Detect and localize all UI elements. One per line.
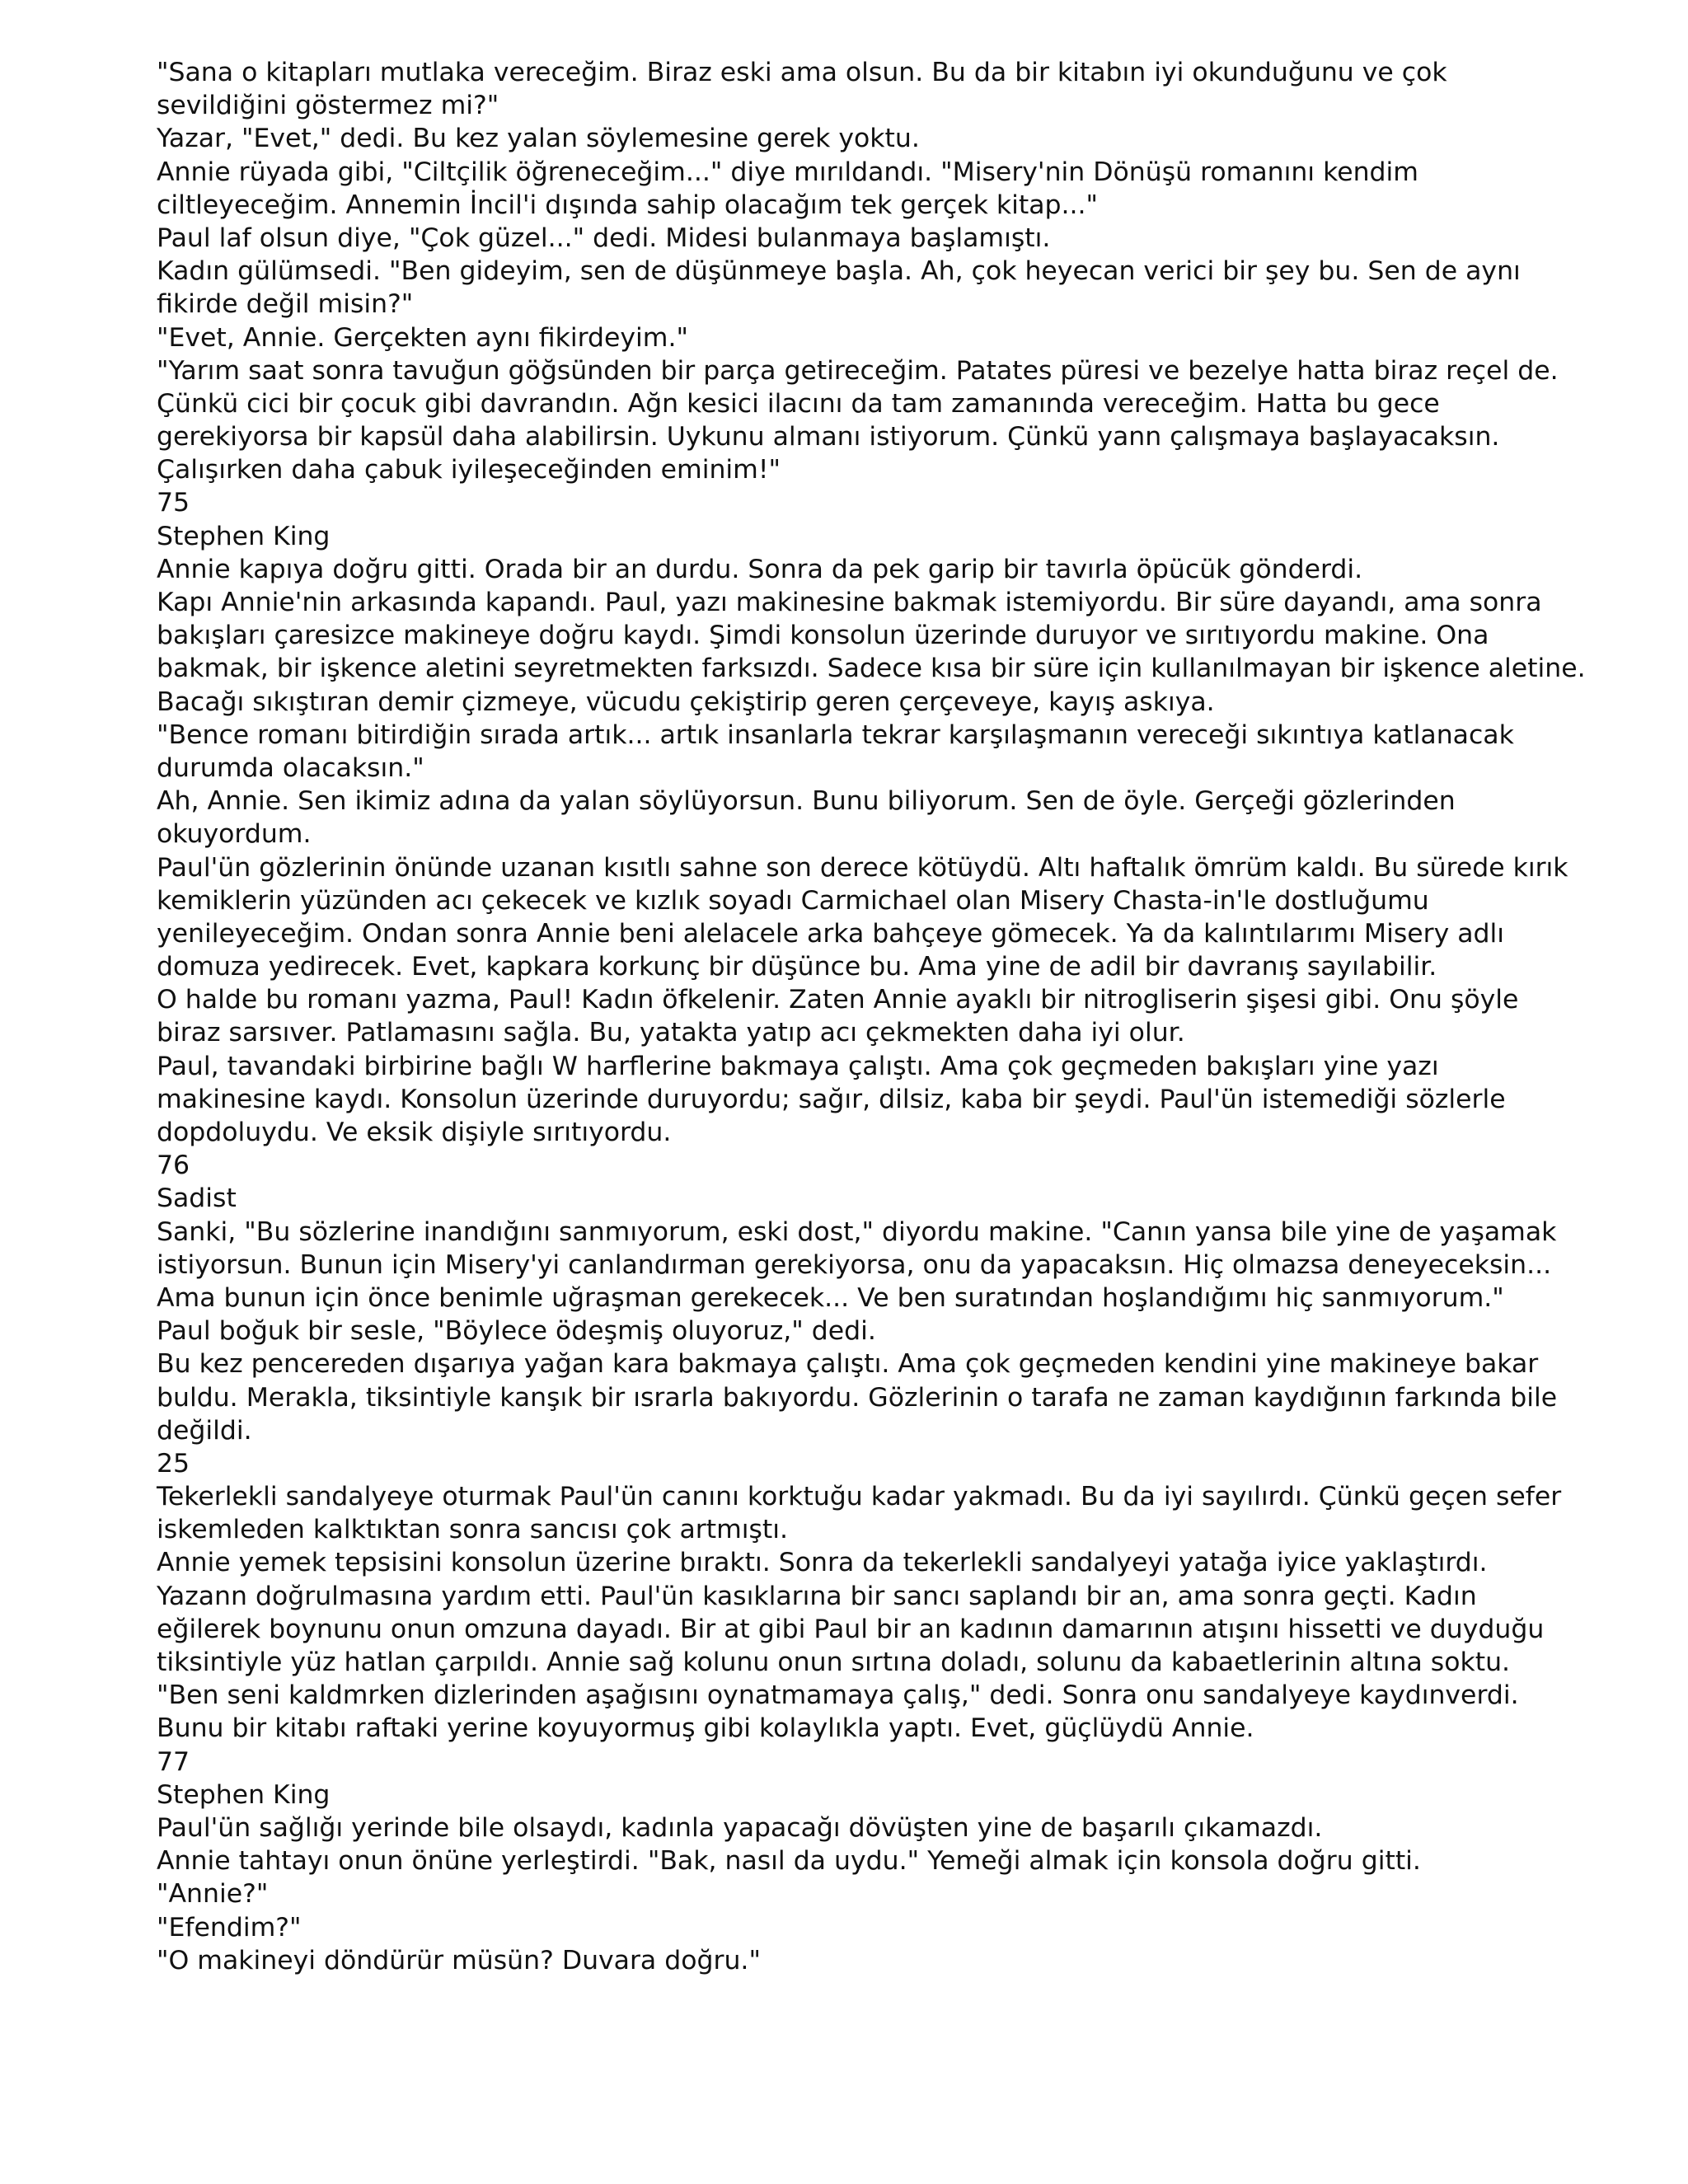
text-line: iskemleden kalktıktan sonra sancısı çok artmıştı. [157, 1515, 789, 1545]
text-line: Paul'ün sağlığı yerinde bile olsaydı, kadınla yapacağı dövüşten yine de başarılı çıkamazdı. [157, 1812, 1323, 1843]
text-line: gerekiyorsa bir kapsül daha alabilirsin. Uykunu almanı istiyorum. Çünkü yann çalışmaya başlayacaksın. [157, 422, 1500, 452]
text-line: "Annie?" [157, 1879, 269, 1910]
text-line: Yazann doğrulmasına yardım etti. Paul'ün kasıklarına bir sancı saplandı bir an, ama sonra geçti. Kadın [157, 1581, 1477, 1611]
text-line: Kapı Annie'nin arkasında kapandı. Paul, yazı makinesine bakmak istemiyordu. Bir süre dayandı, ama sonra [157, 588, 1542, 617]
text-line: "Sana o kitapları mutlaka vereceğim. Biraz eski ama olsun. Bu da bir kitabın iyi okunduğunu ve çok [157, 58, 1447, 87]
chapter-number: 25 [157, 1448, 190, 1479]
page-number: 77 [157, 1746, 190, 1777]
text-line: yenileyeceğim. Ondan sonra Annie beni alelacele arka bahçeye gömecek. Ya da kalıntılarımı Misery adlı [157, 918, 1505, 949]
text-line: sevildiğini göstermez mi?" [157, 91, 499, 121]
text-line: Çünkü cici bir çocuk gibi davrandın. Ağn kesici ilacını da tam zamanında vereceğim. Hatta bu gece [157, 388, 1440, 419]
running-header: Stephen King [157, 521, 331, 551]
document-page [157, 56, 1586, 1977]
text-line: dopdoluydu. Ve eksik dişiyle sırıtıyordu. [157, 1118, 672, 1147]
text-line: domuza yedirecek. Evet, kapkara korkunç bir düşünce bu. Ama yine de adil bir davranış sayılabilir. [157, 952, 1437, 982]
text-line: Paul, tavandaki birbirine bağlı W harflerine bakmaya çalıştı. Ama çok geçmeden bakışları yine yazı [157, 1051, 1439, 1081]
text-line: Tekerlekli sandalyeye oturmak Paul'ün canını korktuğu kadar yakmadı. Bu da iyi sayılırdı. Çünkü geçen sefer [157, 1482, 1562, 1512]
text-line: "Ben seni kaldmrken dizlerinden aşağısını oynatmamaya çalış," dedi. Sonra onu sandalyeye kaydınverdi. [157, 1680, 1519, 1711]
text-line: tiksintiyle yüz hatlan çarpıldı. Annie sağ kolunu onun sırtına doladı, solunu da kabaetlerinin altına soktu. [157, 1647, 1511, 1677]
text-line: değildi. [157, 1415, 252, 1446]
text-line: "Evet, Annie. Gerçekten aynı fikirdeyim." [157, 322, 688, 353]
text-line: Paul boğuk bir sesle, "Böylece ödeşmiş oluyoruz," dedi. [157, 1316, 876, 1347]
text-line: istiyorsun. Bunun için Misery'yi canlandırman gerekiyorsa, onu da yapacaksın. Hiç olmazsa deneyeceksin... [157, 1249, 1552, 1280]
text-line: Annie kapıya doğru gitti. Orada bir an durdu. Sonra da pek garip bir tavırla öpücük gönderdi. [157, 554, 1363, 584]
text-line: Annie tahtayı onun önüne yerleştirdi. "Bak, nasıl da uydu." Yemeği almak için konsola doğru gitti. [157, 1846, 1421, 1877]
text-line: "Yarım saat sonra tavuğun göğsünden bir parça getireceğim. Patates püresi ve bezelye hatta biraz reçel de. [157, 355, 1559, 386]
text-line: Bu kez pencereden dışarıya yağan kara bakmaya çalıştı. Ama çok geçmeden kendini yine makineye bakar [157, 1349, 1539, 1380]
text-line: "Efendim?" [157, 1912, 302, 1943]
text-line: "O makineyi döndürür müsün? Duvara doğru." [157, 1945, 761, 1975]
running-header: Sadist [157, 1183, 237, 1214]
text-line: okuyordum. [157, 819, 312, 850]
text-line: kemiklerin yüzünden acı çekecek ve kızlık soyadı Carmichael olan Misery Chasta-in'le dostluğumu [157, 885, 1429, 916]
text-line: eğilerek boynunu onun omzuna dayadı. Bir at gibi Paul bir an kadının damarının atışını hissetti ve duyduğu [157, 1614, 1545, 1644]
text-line: bakışları çaresizce makineye doğru kaydı. Şimdi konsolun üzerinde duruyor ve sırıtıyordu makine. Ona [157, 621, 1489, 651]
text-line: bakmak, bir işkence aletini seyretmekten farksızdı. Sadece kısa bir süre için kullanılmayan bir işkence aletine. [157, 654, 1586, 684]
text-line: Yazar, "Evet," dedi. Bu kez yalan söylemesine gerek yoktu. [157, 124, 920, 154]
page-number: 76 [157, 1151, 190, 1181]
text-line: biraz sarsıver. Patlamasını sağla. Bu, yatakta yatıp acı çekmekten daha iyi olur. [157, 1018, 1185, 1048]
text-line: Bunu bir kitabı raftaki yerine koyuyormuş gibi kolaylıkla yaptı. Evet, güçlüydü Annie. [157, 1713, 1254, 1744]
text-line: Kadın gülümsedi. "Ben gideyim, sen de düşünmeye başla. Ah, çok heyecan verici bir şey bu. Sen de aynı [157, 256, 1521, 287]
text-line: Paul'ün gözlerinin önünde uzanan kısıtlı sahne son derece kötüydü. Altı haftalık ömrüm kaldı. Bu sürede kırık [157, 852, 1568, 883]
text-line: Annie rüyada gibi, "Ciltçilik öğreneceğim..." diye mırıldandı. "Misery'nin Dönüşü romanını kendim [157, 157, 1418, 187]
text-line: ciltleyeceğim. Annemin İncil'i dışında sahip olacağım tek gerçek kitap..." [157, 190, 1099, 220]
text-line: Sanki, "Bu sözlerine inandığını sanmıyorum, eski dost," diyordu makine. "Canın yansa bile yine de yaşamak [157, 1216, 1557, 1247]
text-line: "Bence romanı bitirdiğin sırada artık... artık insanlarla tekrar karşılaşmanın vereceği sıkıntıya katlanacak [157, 719, 1514, 750]
text-line: buldu. Merakla, tiksintiyle kanşık bir ısrarla bakıyordu. Gözlerinin o tarafa ne zaman kaydığının farkında bile [157, 1382, 1558, 1413]
text-line: Çalışırken daha çabuk iyileşeceğinden eminim!" [157, 455, 781, 485]
text-line: Paul laf olsun diye, "Çok güzel..." dedi. Midesi bulanmaya başlamıştı. [157, 223, 1051, 253]
text-line: Bacağı sıkıştıran demir çizmeye, vücudu çekiştirip geren çerçeveye, kayış askıya. [157, 687, 1215, 717]
text-line: fikirde değil misin?" [157, 289, 414, 320]
page-number: 75 [157, 488, 190, 518]
text-line: Ama bunun için önce benimle uğraşman gerekecek... Ve ben suratından hoşlandığımı hiç sanmıyorum." [157, 1282, 1504, 1313]
text-line: makinesine kaydı. Konsolun üzerinde duruyordu; sağır, dilsiz, kaba bir şeydi. Paul'ün istemediği sözlerle [157, 1084, 1506, 1114]
text-line: Annie yemek tepsisini konsolun üzerine bıraktı. Sonra da tekerlekli sandalyeyi yatağa iyice yaklaştırdı. [157, 1548, 1488, 1578]
running-header: Stephen King [157, 1779, 331, 1810]
text-line: O halde bu romanı yazma, Paul! Kadın öfkelenir. Zaten Annie ayaklı bir nitrogliserin şişesi gibi. Onu şöyle [157, 985, 1519, 1015]
text-line: durumda olacaksın." [157, 752, 424, 783]
text-line: Ah, Annie. Sen ikimiz adına da yalan söylüyorsun. Bunu biliyorum. Sen de öyle. Gerçeği gözlerinden [157, 786, 1456, 817]
